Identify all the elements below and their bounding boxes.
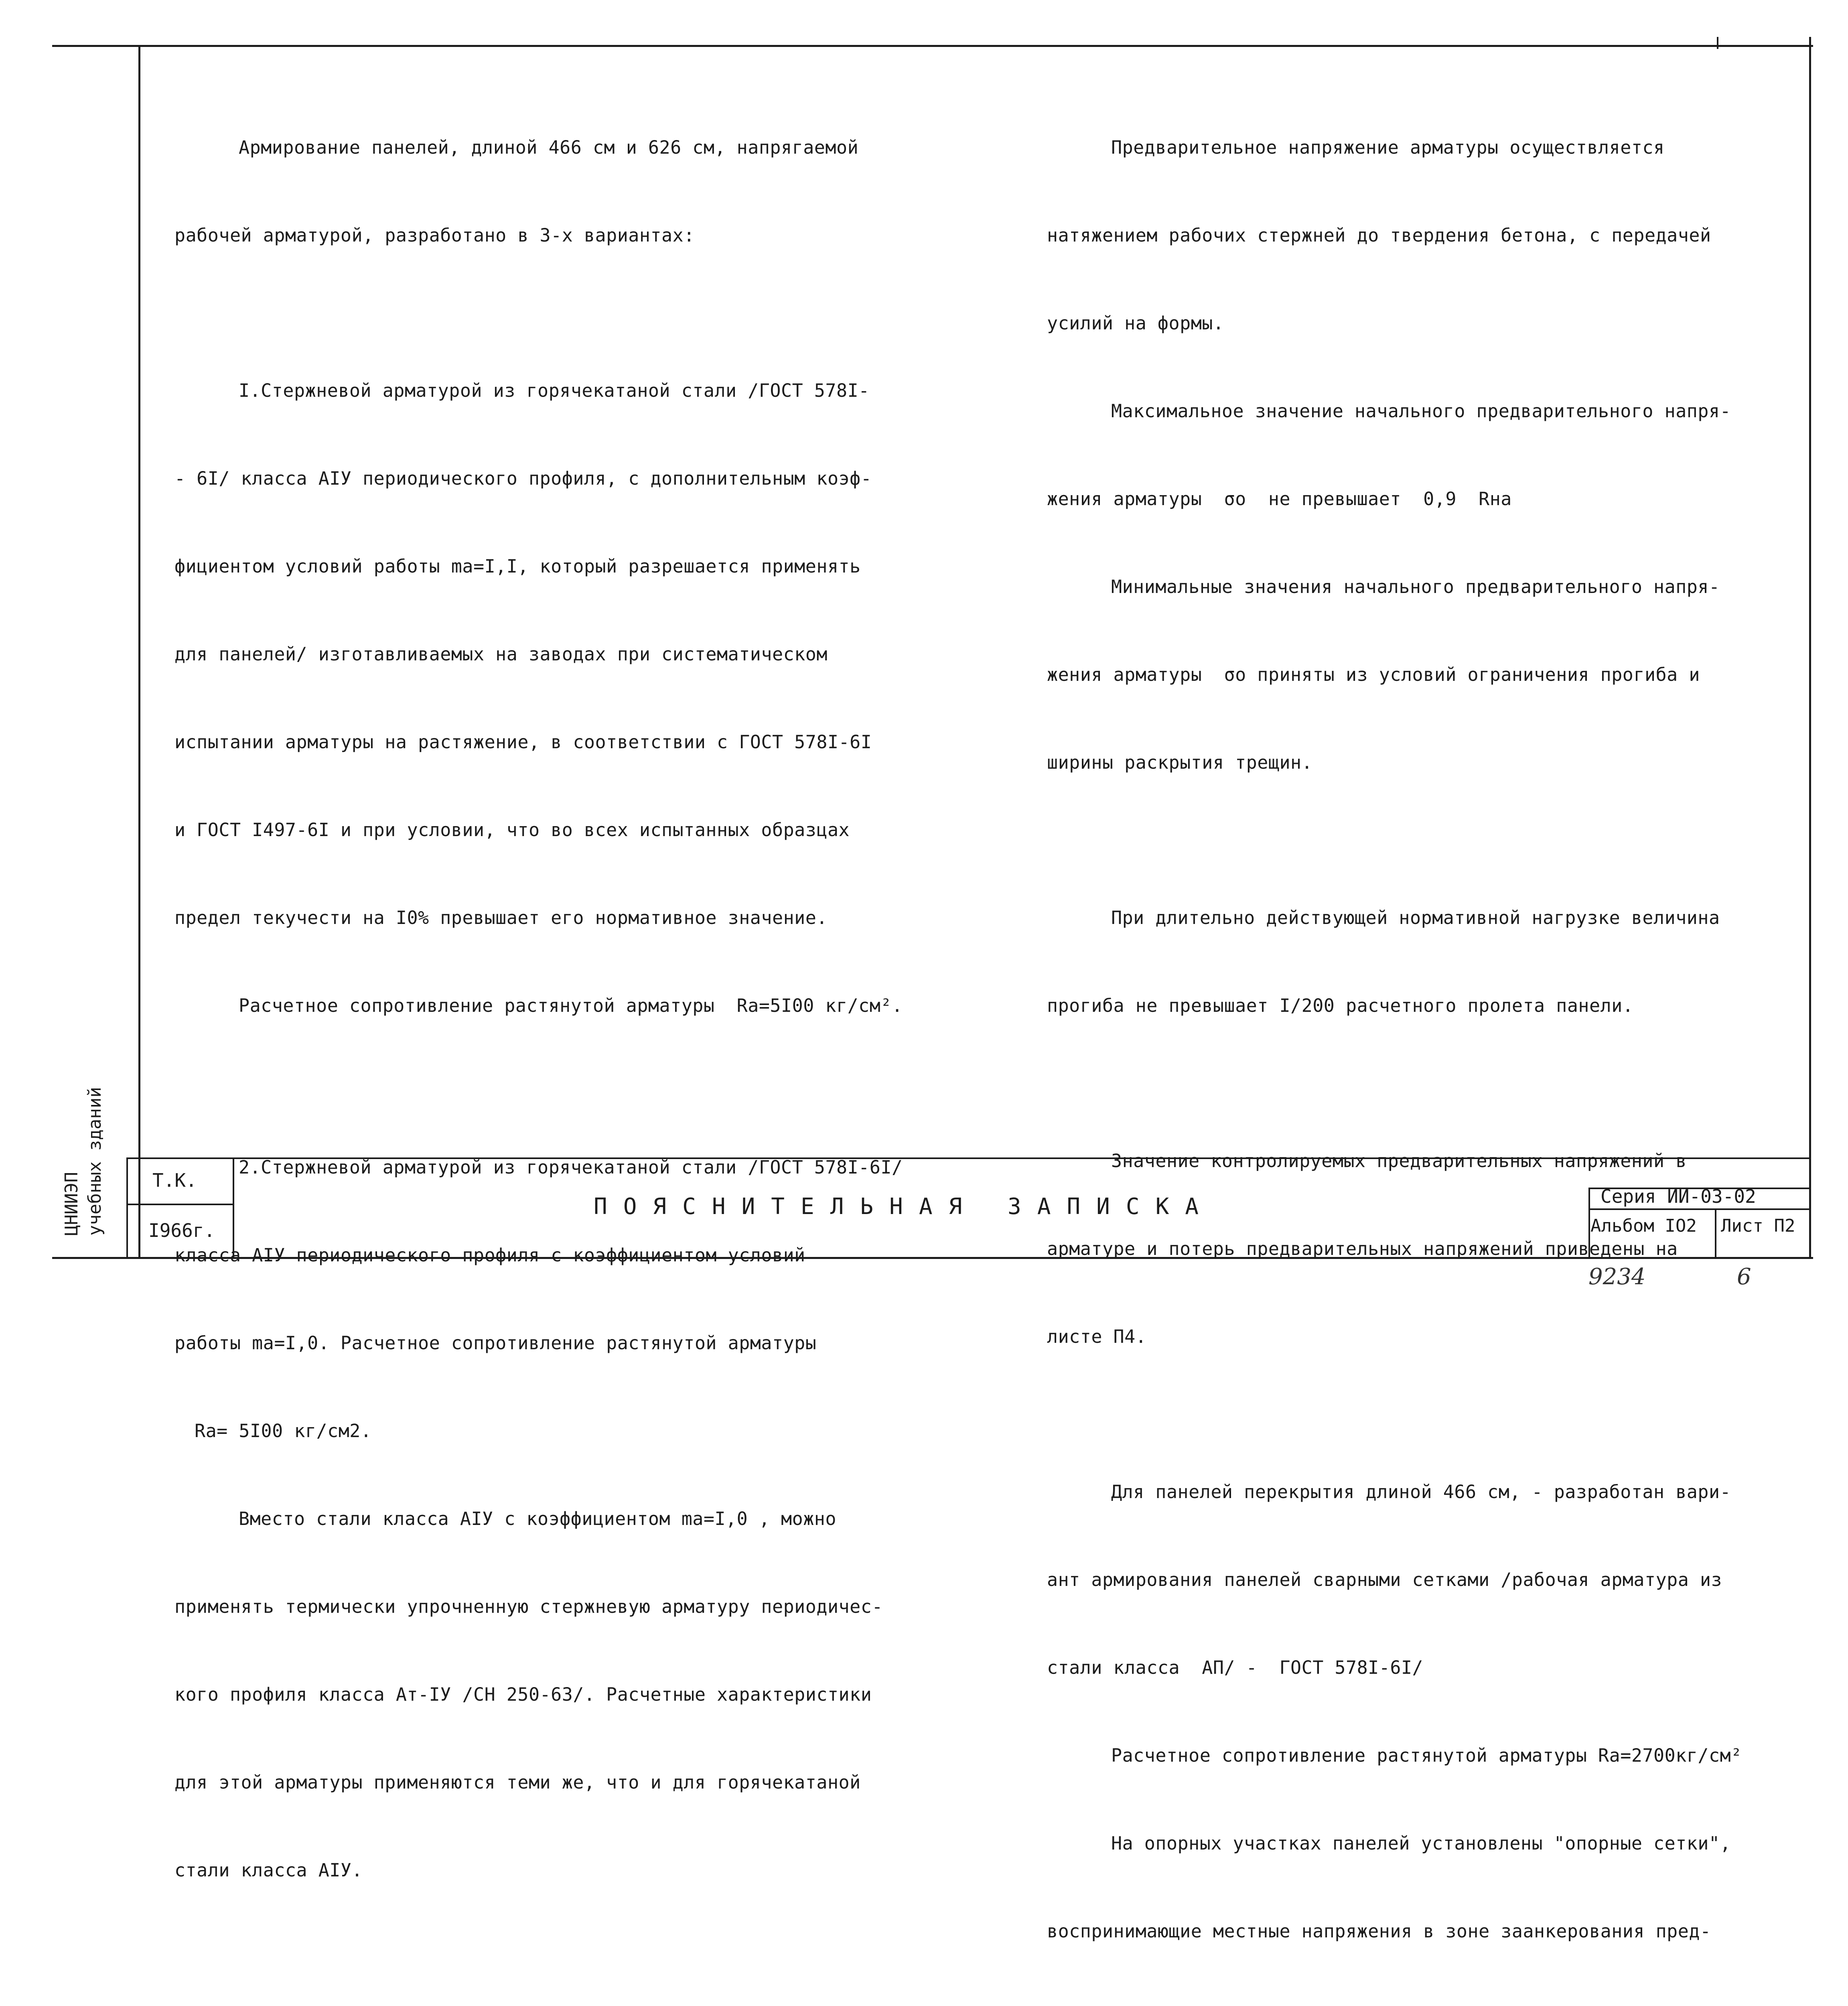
text-line: Значение контролируемых предварительных напряжений в — [1111, 1150, 1687, 1172]
stamp-sheet: Лист П2 — [1721, 1216, 1795, 1236]
text-line: I.Стержневой арматурой из горячекатаной стали /ГОСТ 578I- — [239, 380, 870, 401]
text-line: работы mа=I,0. Расчетное сопротивление растянутой арматуры — [174, 1332, 817, 1354]
right-text-column — [1047, 74, 1833, 2006]
side-label-line: учебных зданий — [85, 1087, 105, 1236]
text-line: стали класса AIУ. — [174, 1860, 363, 1881]
text-line: Минимальные значения начального предварительного напря- — [1111, 576, 1720, 597]
text-line: ширины раскрытия трещин. — [1047, 752, 1313, 773]
text-line: Армирование панелей, длиной 466 см и 626 см, напрягаемой — [239, 137, 859, 158]
document-title: ПОЯСНИТЕЛЬНАЯ ЗАПИСКА — [594, 1194, 1215, 1220]
text-line: Расчетное сопротивление растянутой арматуры Rа=5I00 кг/см². — [239, 995, 903, 1016]
text-line: применять термически упрочненную стержневую арматуру периодичес- — [174, 1596, 883, 1617]
text-line: Вместо стали класса AIУ с коэффициентом mа=I,0 , можно — [239, 1508, 836, 1529]
text-line: предел текучести на I0% превышает его нормативное значение. — [174, 907, 828, 928]
text-line: рабочей арматурой, разработано в 3-х вариантах: — [174, 225, 695, 246]
text-line: листе П4. — [1047, 1326, 1147, 1347]
text-line: 2.Стержневой арматурой из горячекатаной стали /ГОСТ 578I-6I/ — [239, 1157, 903, 1178]
text-line: усилий на формы. — [1047, 313, 1224, 334]
side-label-line: ЦНИИЭП — [61, 1172, 82, 1236]
text-line: Максимальное значение начального предварительного напря- — [1111, 400, 1731, 422]
text-line: На опорных участках панелей установлены "опорные сетки", — [1111, 1833, 1731, 1854]
text-line: При длительно действующей нормативной нагрузке величина — [1111, 907, 1720, 928]
text-line: Расчетное сопротивление растянутой арматуры Rа=2700кг/см² — [1111, 1745, 1742, 1766]
text-line: Rа= 5I00 кг/см2. — [195, 1420, 372, 1442]
stamp-series: Серия ИИ-03-02 — [1601, 1186, 1756, 1207]
text-line: натяжением рабочих стержней до твердения бетона, с передачей — [1047, 225, 1711, 246]
text-line: Предварительное напряжение арматуры осуществляется — [1111, 137, 1665, 158]
stamp-album: Альбом IО2 — [1590, 1216, 1697, 1236]
text-line: фициентом условий работы mа=I,I, который разрешается применять — [174, 556, 861, 577]
stamp-org: Т.К. — [152, 1169, 197, 1191]
text-line: - 6I/ класса AIУ периодического профиля, с дополнительным коэф- — [174, 468, 872, 489]
frame-top-border — [52, 45, 1813, 47]
text-line: жения арматуры σо не превышает 0,9 Rнa — [1047, 488, 1512, 510]
text-line: воспринимающие местные напряжения в зоне заанкерования пред- — [1047, 1921, 1711, 1942]
left-text-column — [174, 74, 993, 2006]
text-line: класса AIУ периодического профиля с коэффициентом условий — [174, 1245, 805, 1266]
handwritten-page: 6 — [1737, 1264, 1751, 1290]
text-line: Для панелей перекрытия длиной 466 см, - разработан вари- — [1111, 1481, 1731, 1502]
text-line: для этой арматуры применяются теми же, что и для горячекатаной — [174, 1772, 861, 1793]
text-line: испытании арматуры на растяжение, в соответствии с ГОСТ 578I-6I — [174, 731, 872, 753]
text-line: ант армирования панелей сварными сетками /рабочая арматура из — [1047, 1569, 1722, 1590]
text-line: кого профиля класса Aт-IУ /СН 250-63/. Расчетные характеристики — [174, 1684, 872, 1705]
stamp-left-line — [126, 1157, 128, 1258]
text-line: для панелей/ изготавливаемых на заводах при систематическом — [174, 644, 828, 665]
text-line — [1047, 2004, 1833, 2006]
stamp-year: I966г. — [148, 1220, 215, 1241]
text-line: и ГОСТ I497-6I и при условии, что во всех испытанных образцах — [174, 819, 850, 841]
frame-left-border — [138, 45, 140, 1259]
text-line: стали класса AП/ - ГОСТ 578I-6I/ — [1047, 1657, 1424, 1678]
handwritten-number: 9234 — [1588, 1264, 1646, 1290]
side-organization-label — [60, 1087, 107, 1236]
text-line: прогиба не превышает I/200 расчетного пролета панели. — [1047, 995, 1634, 1016]
text-line: жения арматуры σо приняты из условий ограничения прогиба и — [1047, 664, 1700, 685]
text-line: арматуре и потерь предварительных напряжений приведены на — [1047, 1238, 1678, 1259]
top-right-tick — [1717, 37, 1718, 49]
